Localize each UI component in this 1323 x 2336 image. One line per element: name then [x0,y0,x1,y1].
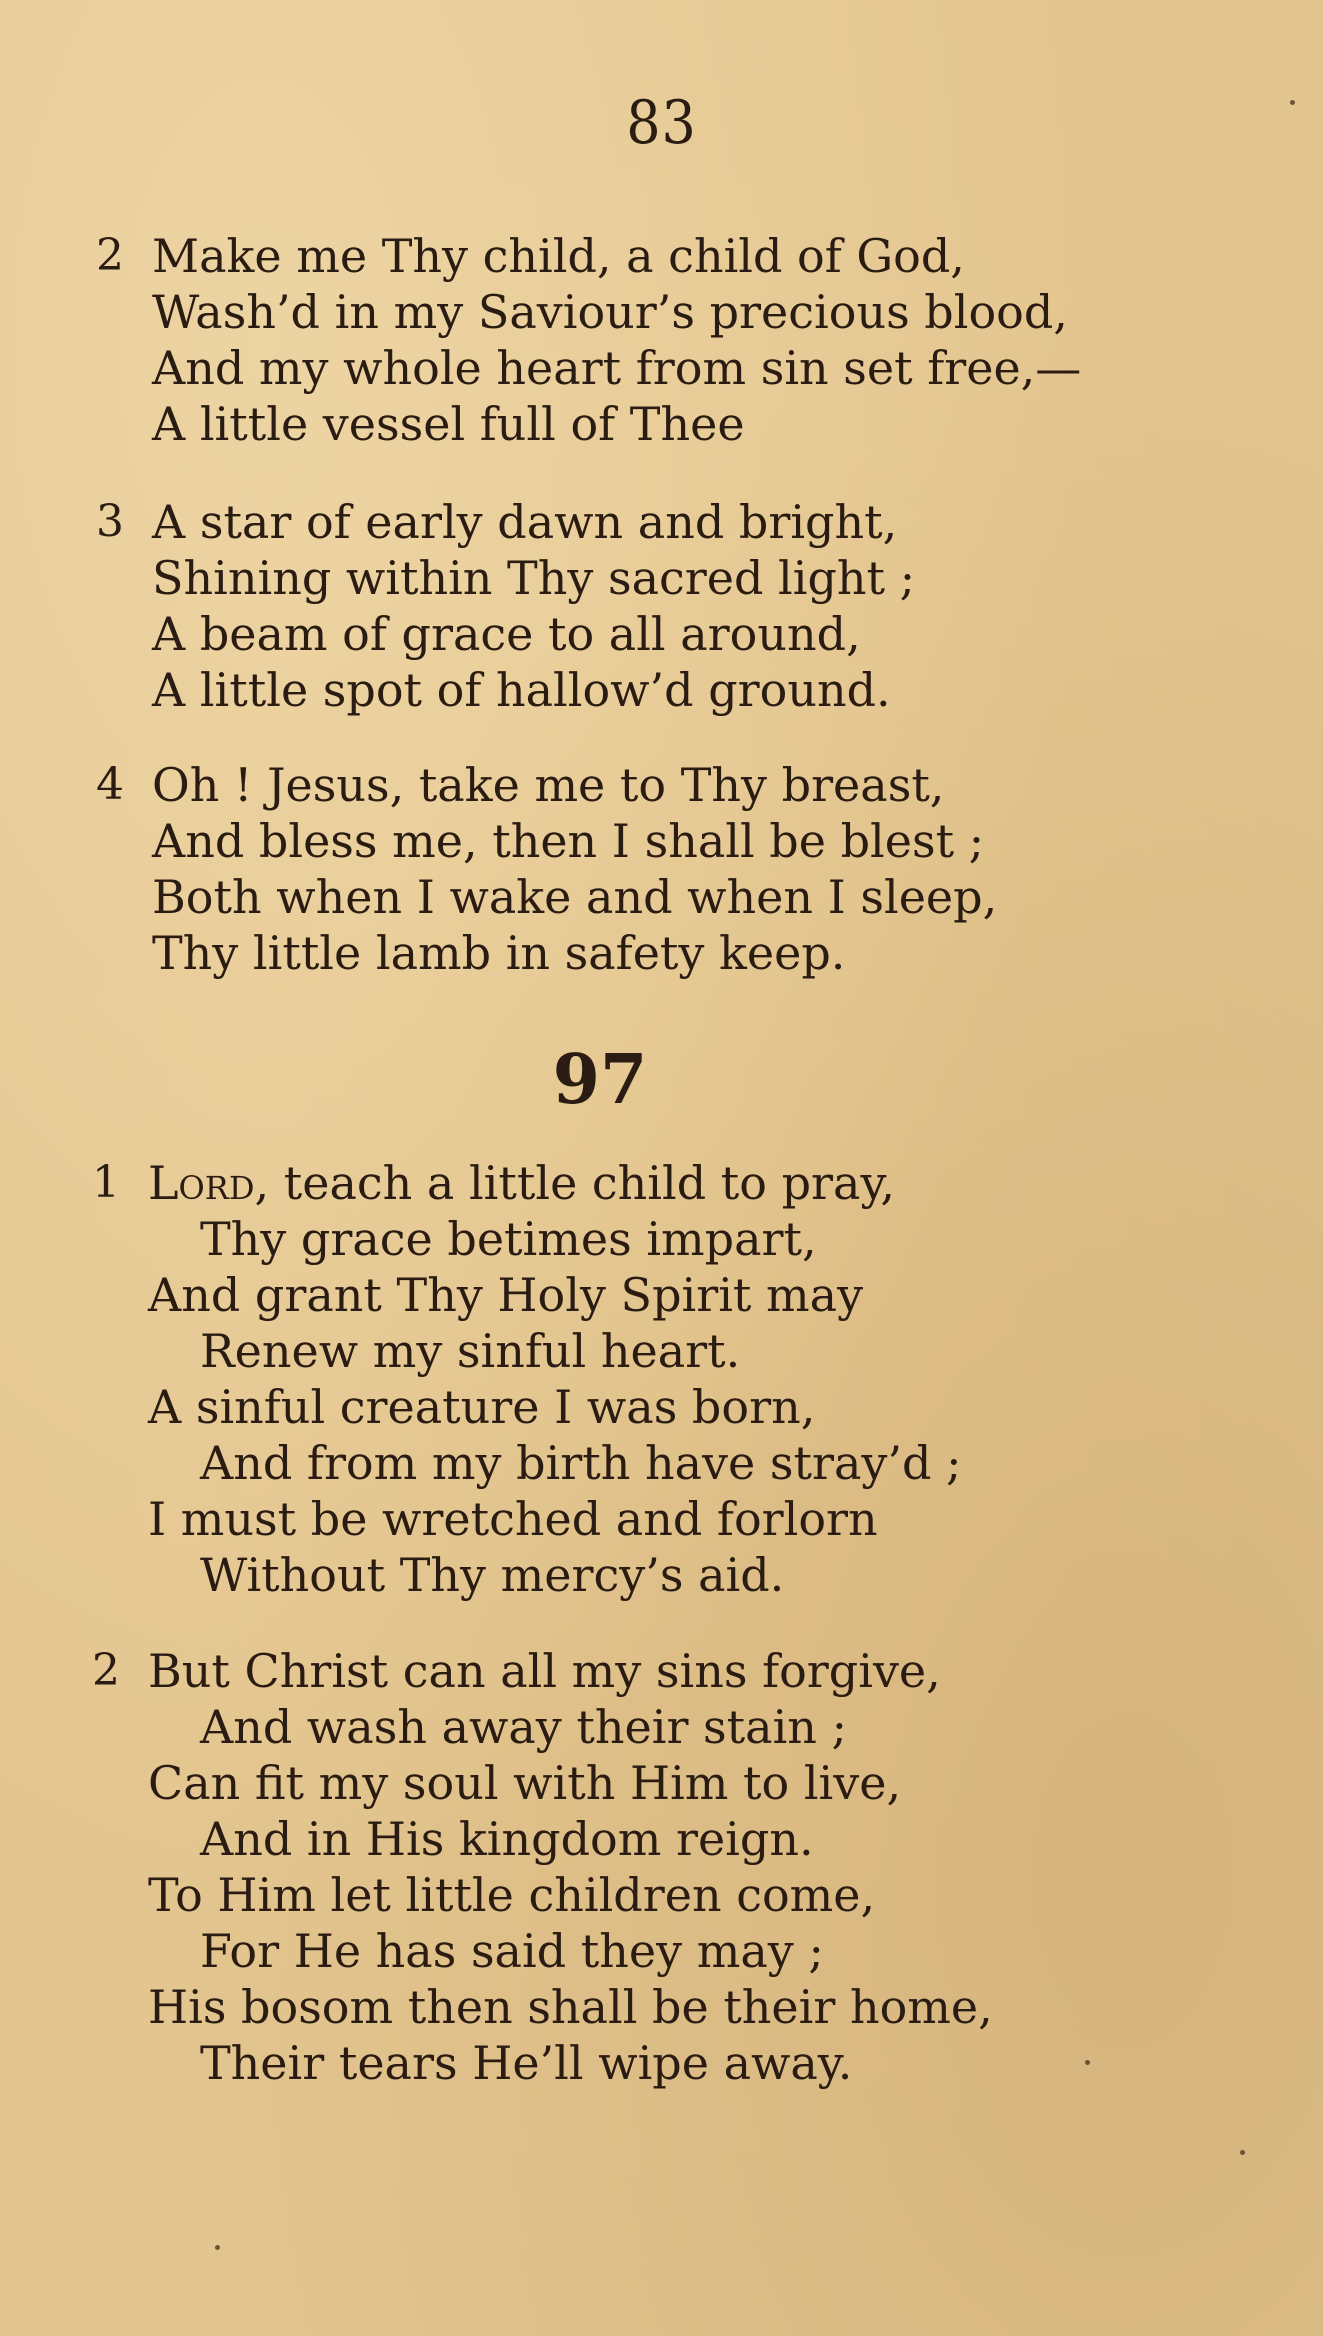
verse-line: And my whole heart from sin set free,— [152,341,1082,395]
verse-line: A star of early dawn and bright, [152,495,898,549]
verse-line-first [148,1155,895,1211]
verse-line: To Him let little children come, [148,1868,876,1922]
verse-line: Can fit my soul with Him to live, [148,1756,902,1810]
verse-line: Oh ! Jesus, take me to Thy breast, [152,758,945,812]
paper-speck [1085,2060,1090,2065]
verse-number: 3 [96,496,124,547]
verse-line: But Christ can all my sins forgive, [148,1644,941,1698]
verse-line: And in His kingdom reign. [200,1812,814,1866]
verse-number: 2 [92,1645,120,1696]
page-number: 83 [626,88,697,158]
verse-line: And wash away their stain ; [200,1700,848,1754]
verse-line: Thy grace betimes impart, [200,1212,817,1266]
verse-line: Thy little lamb in safety keep. [152,926,846,980]
verse-line: Their tears He’ll wipe away. [200,2036,853,2090]
verse-line: And bless me, then I shall be blest ; [152,814,985,868]
verse-line: I must be wretched and forlorn [148,1492,878,1546]
paper-speck [1290,100,1295,105]
verse-line: His bosom then shall be their home, [148,1980,993,2034]
verse-line: Shining within Thy sacred light ; [152,551,916,605]
verse-line: A sinful creature I was born, [148,1380,816,1434]
verse-number: 2 [96,230,124,281]
verse-line: And grant Thy Holy Spirit may [148,1268,864,1322]
paper-speck [215,2245,220,2250]
verse-line: A little vessel full of Thee [152,397,745,451]
verse-line: A little spot of hallow’d ground. [152,663,891,717]
verse-line: For He has said they may ; [200,1924,824,1978]
first-word-small-caps: Lord [148,1156,255,1210]
verse-line: Wash’d in my Saviour’s precious blood, [152,285,1068,339]
verse-line: Both when I wake and when I sleep, [152,870,998,924]
verse-number: 4 [96,759,124,810]
verse-line: Without Thy mercy’s aid. [200,1548,785,1602]
verse-line: Make me Thy child, a child of God, [152,229,965,283]
paper-speck [1240,2150,1245,2155]
verse-number: 1 [92,1157,120,1208]
verse-line: Renew my sinful heart. [200,1324,741,1378]
verse-line: And from my birth have stray’d ; [200,1436,962,1490]
verse-line: A beam of grace to all around, [152,607,861,661]
hymn-number: 97 [552,1040,648,1120]
first-line-rest: , teach a little child to pray, [254,1156,895,1210]
